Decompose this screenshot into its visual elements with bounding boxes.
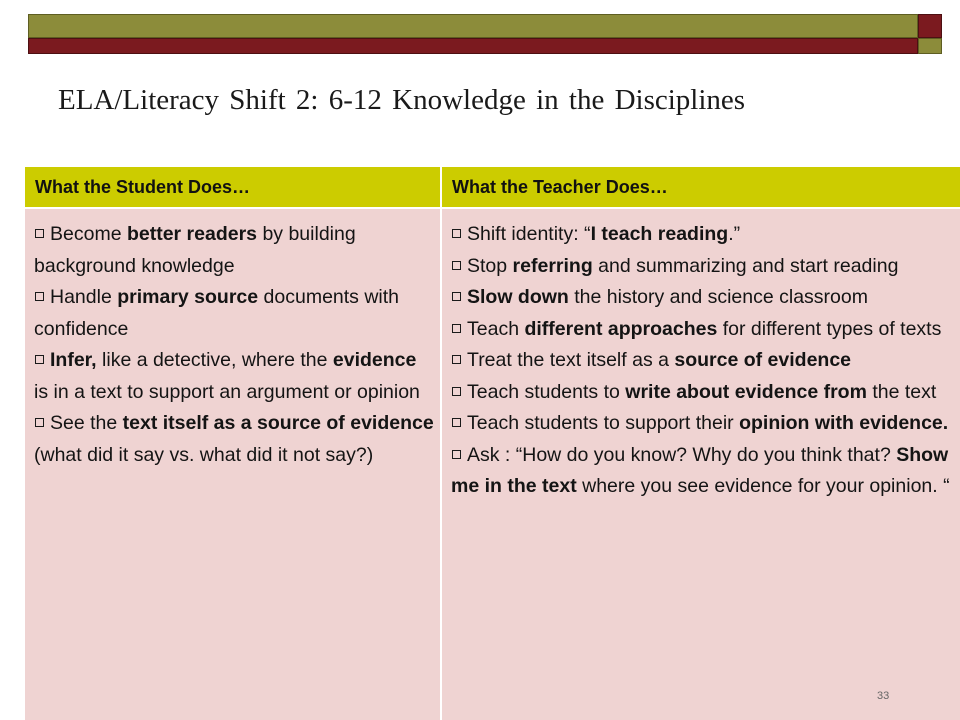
teacher-item bbox=[451, 282, 954, 314]
teacher-item bbox=[451, 440, 954, 503]
teacher-item bbox=[451, 251, 954, 283]
student-item-text: documents with confidence bbox=[34, 286, 400, 340]
teacher-item bbox=[451, 377, 954, 409]
teacher-item-text: and summarizing and start reading bbox=[592, 254, 899, 277]
header-student: What the Student Does… bbox=[25, 167, 440, 207]
student-item bbox=[34, 282, 434, 345]
page-number: 33 bbox=[877, 690, 890, 702]
teacher-item bbox=[451, 408, 954, 440]
corner-olive-square bbox=[918, 38, 942, 54]
teacher-item-text: where you see evidence for your opinion. “ bbox=[576, 475, 950, 497]
slide-title: ELA/Literacy Shift 2: 6-12 Knowledge in the Disciplines bbox=[58, 84, 746, 116]
square-bullet-icon bbox=[35, 355, 44, 364]
teacher-item-text: Shift identity: “ bbox=[467, 223, 591, 245]
student-item-text: is in a text to support an argument or opinion bbox=[34, 380, 420, 403]
student-item-text: text itself as a source of evidence bbox=[122, 412, 434, 434]
teacher-item-text: the history and science classroom bbox=[568, 286, 868, 308]
teacher-item-text: Teach students to bbox=[467, 380, 626, 403]
header-teacher: What the Teacher Does… bbox=[440, 167, 960, 207]
teacher-item-text: Teach bbox=[467, 317, 525, 340]
square-bullet-icon bbox=[452, 355, 461, 364]
teacher-item-text: Teach students to support their bbox=[467, 412, 740, 434]
student-item-text: like a detective, where the bbox=[96, 349, 333, 371]
shift-table bbox=[25, 167, 960, 720]
teacher-item-text: for different types of texts bbox=[717, 317, 942, 340]
teacher-item-text: different approaches bbox=[524, 317, 718, 340]
student-item-text: Infer, bbox=[50, 349, 97, 371]
student-item-text: (what did it say vs. what did it not say?) bbox=[34, 443, 374, 466]
teacher-item-text: opinion with evidence. bbox=[739, 412, 949, 434]
teacher-item bbox=[451, 314, 954, 346]
teacher-item-text: Stop bbox=[467, 254, 513, 277]
teacher-item-text: .” bbox=[728, 223, 741, 245]
student-item-text: evidence bbox=[332, 349, 417, 371]
teacher-item-text: I teach reading bbox=[590, 223, 729, 245]
teacher-item bbox=[451, 219, 954, 251]
square-bullet-icon bbox=[452, 450, 461, 459]
student-item bbox=[34, 345, 434, 408]
teacher-item-text: the text bbox=[866, 380, 937, 403]
square-bullet-icon bbox=[35, 292, 44, 301]
teacher-item-text: Ask : “How do you know? Why do you think that? bbox=[467, 443, 897, 466]
student-item-text: Become bbox=[50, 223, 127, 245]
top-olive-bar bbox=[28, 14, 918, 38]
square-bullet-icon bbox=[452, 261, 461, 270]
student-item-text: better readers bbox=[126, 223, 258, 245]
teacher-cell bbox=[440, 207, 960, 720]
corner-maroon-square bbox=[918, 14, 942, 38]
student-item-text: See the bbox=[50, 412, 123, 434]
teacher-item-text: write about evidence from bbox=[625, 380, 867, 403]
square-bullet-icon bbox=[452, 292, 461, 301]
student-item bbox=[34, 408, 434, 471]
teacher-item-text: referring bbox=[512, 254, 593, 277]
square-bullet-icon bbox=[35, 418, 44, 427]
square-bullet-icon bbox=[452, 387, 461, 396]
student-item-text: by building background knowledge bbox=[34, 223, 356, 277]
student-item bbox=[34, 219, 434, 282]
teacher-item-text: Treat the text itself as a bbox=[467, 349, 675, 371]
square-bullet-icon bbox=[452, 229, 461, 238]
student-cell bbox=[25, 207, 440, 720]
square-bullet-icon bbox=[452, 418, 461, 427]
student-item-text: primary source bbox=[117, 286, 259, 308]
student-item-text: Handle bbox=[50, 286, 118, 308]
teacher-item-text: Slow down bbox=[467, 286, 569, 308]
square-bullet-icon bbox=[35, 229, 44, 238]
top-maroon-bar bbox=[28, 38, 918, 54]
teacher-item-text: source of evidence bbox=[674, 349, 852, 371]
square-bullet-icon bbox=[452, 324, 461, 333]
teacher-item bbox=[451, 345, 954, 377]
teacher-item-text: Show me in the text bbox=[451, 443, 949, 497]
